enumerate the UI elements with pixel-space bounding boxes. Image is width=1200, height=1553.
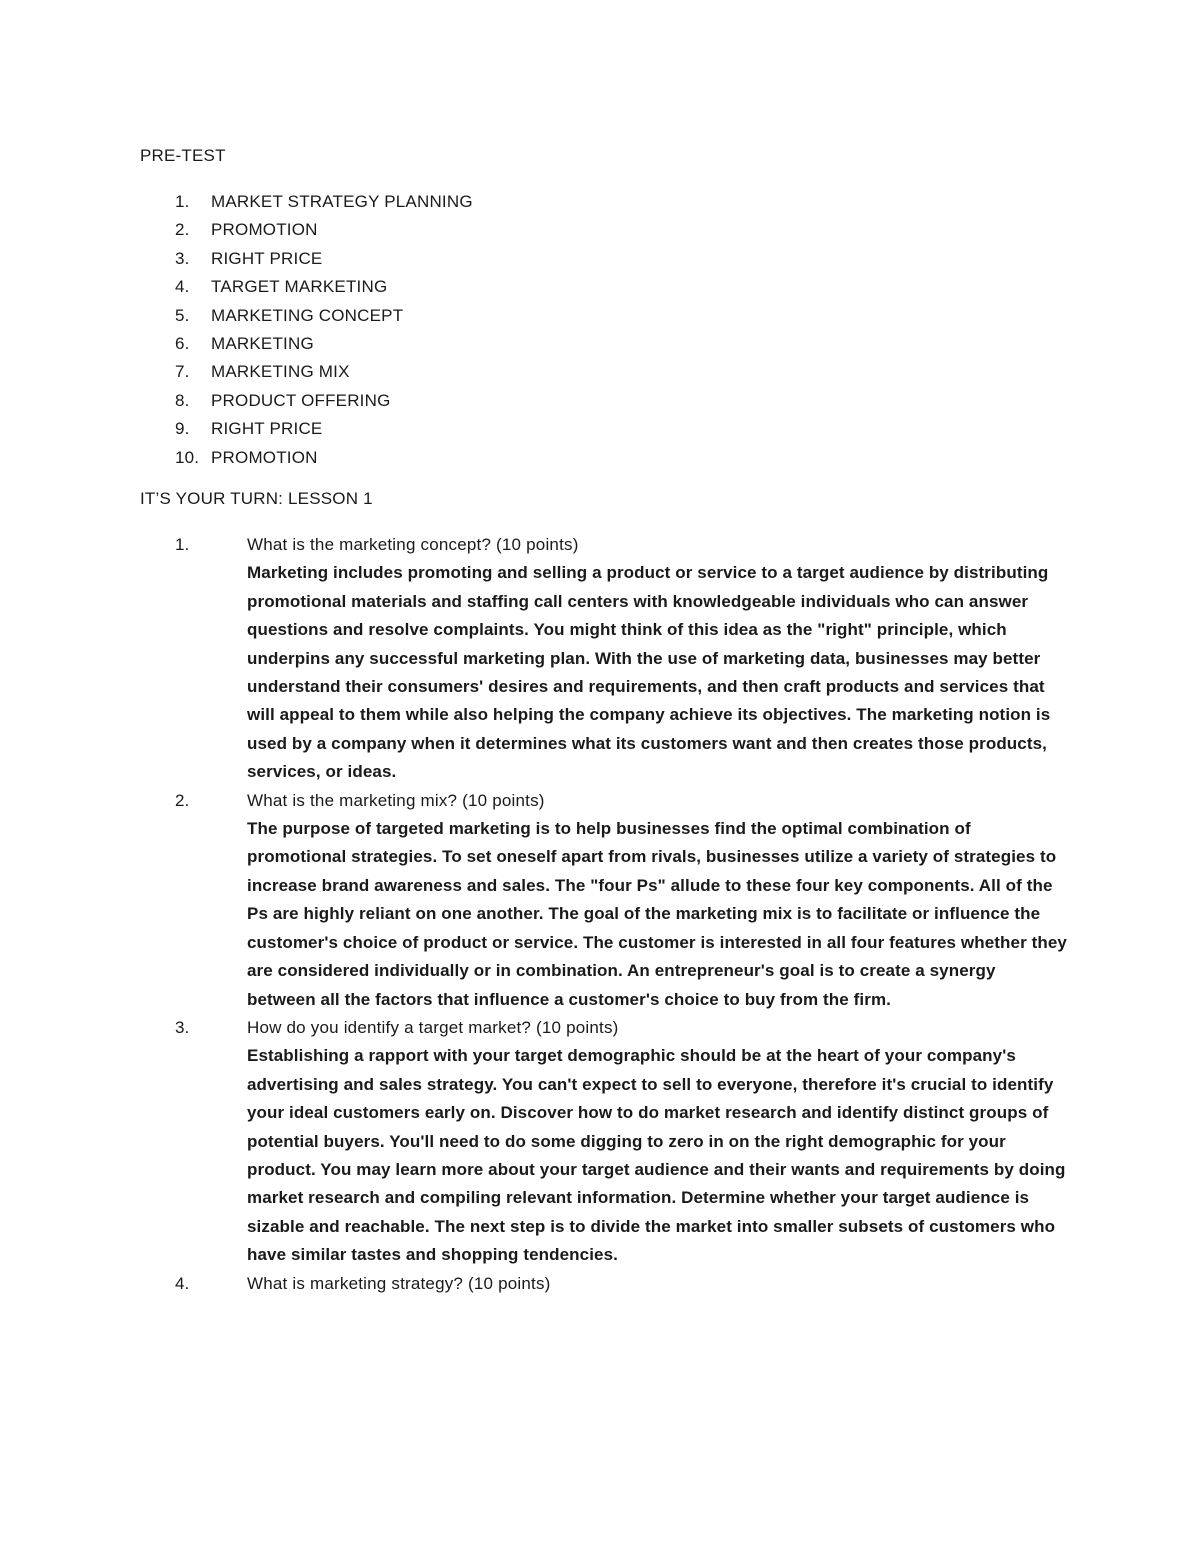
item-text: TARGET MARKETING — [211, 277, 388, 297]
list-item — [140, 330, 473, 358]
lesson-heading: IT’S YOUR TURN: LESSON 1 — [140, 489, 373, 508]
item-text: RIGHT PRICE — [211, 419, 323, 439]
answer-text: Marketing includes promoting and selling a product or service to a target audience by distributing promotional materials and staffing call centers with knowledgeable individuals who can answer questions and resolve complaints. You might think of this idea as the "right" principle, which underpins any successful marketing plan. With the use of marketing data, businesses may better understand their consumers' desires and requirements, and then craft products and services that will appeal to them while also helping the company achieve its objectives. The marketing notion is used by a company when it determines what its customers want and then creates those products, services, or ideas. — [247, 563, 1051, 782]
question-item — [140, 1270, 1070, 1298]
list-item — [140, 358, 473, 386]
question-number: 4. — [175, 1273, 190, 1293]
list-item — [140, 273, 473, 301]
question-text: What is the marketing concept? (10 points) — [247, 535, 579, 554]
question-item — [140, 1014, 1070, 1270]
item-text: MARKET STRATEGY PLANNING — [211, 192, 473, 211]
answer-text: Establishing a rapport with your target demographic should be at the heart of your company's advertising and sales strategy. You can't expect to sell to everyone, therefore it's crucial to identify your ideal customers early on. Discover how to do market research and identify distinct groups of potential buyers. You'll need to do some digging to zero in on the right demographic for your product. You may learn more about your target audience and their wants and requirements by doing market research and compiling relevant information. Determine whether your target audience is sizable and reachable. The next step is to divide the market into smaller subsets of customers who have similar tastes and shopping tendencies. — [247, 1046, 1066, 1265]
lesson-question-list — [140, 531, 1070, 1298]
item-number: 3. — [175, 248, 190, 268]
pretest-heading: PRE-TEST — [140, 146, 226, 165]
item-text: PRODUCT OFFERING — [211, 390, 391, 410]
item-number: 4. — [175, 277, 190, 297]
list-item — [140, 444, 473, 472]
question-number: 2. — [175, 790, 190, 810]
item-text: RIGHT PRICE — [211, 248, 323, 268]
item-number: 2. — [175, 220, 190, 240]
list-item — [140, 415, 473, 443]
question-text: What is the marketing mix? (10 points) — [247, 790, 545, 810]
item-number: 8. — [175, 390, 190, 410]
list-item — [140, 216, 473, 244]
item-text: MARKETING MIX — [211, 362, 350, 382]
question-number: 3. — [175, 1017, 190, 1037]
list-item — [140, 302, 473, 330]
answer-text: The purpose of targeted marketing is to help businesses find the optimal combination of promotional strategies. To set oneself apart from rivals, businesses utilize a variety of strategies to increase brand awareness and sales. The "four Ps" allude to these four key components. All of the Ps are highly reliant on one another. The goal of the marketing mix is to facilitate or influence the customer's choice of product or service. The customer is interested in all four features whether they are considered individually or in combination. An entrepreneur's goal is to create a synergy between all the factors that influence a customer's choice to buy from the firm. — [247, 819, 1067, 1009]
item-number: 5. — [175, 305, 190, 325]
item-text: MARKETING — [211, 333, 314, 353]
item-number: 10. — [175, 447, 200, 467]
item-text: PROMOTION — [211, 220, 318, 240]
question-item — [140, 787, 1070, 1014]
item-text: MARKETING CONCEPT — [211, 305, 404, 325]
question-text: What is marketing strategy? (10 points) — [247, 1273, 551, 1293]
list-item — [140, 387, 473, 415]
question-text: How do you identify a target market? (10 points) — [247, 1017, 619, 1037]
item-number: 1. — [175, 192, 190, 211]
pretest-answer-list — [140, 188, 473, 472]
question-item — [140, 531, 1070, 787]
list-item — [140, 188, 473, 216]
item-number: 6. — [175, 333, 190, 353]
question-number: 1. — [175, 535, 190, 554]
list-item — [140, 245, 473, 273]
item-number: 7. — [175, 362, 190, 382]
item-text: PROMOTION — [211, 447, 318, 467]
item-number: 9. — [175, 419, 190, 439]
